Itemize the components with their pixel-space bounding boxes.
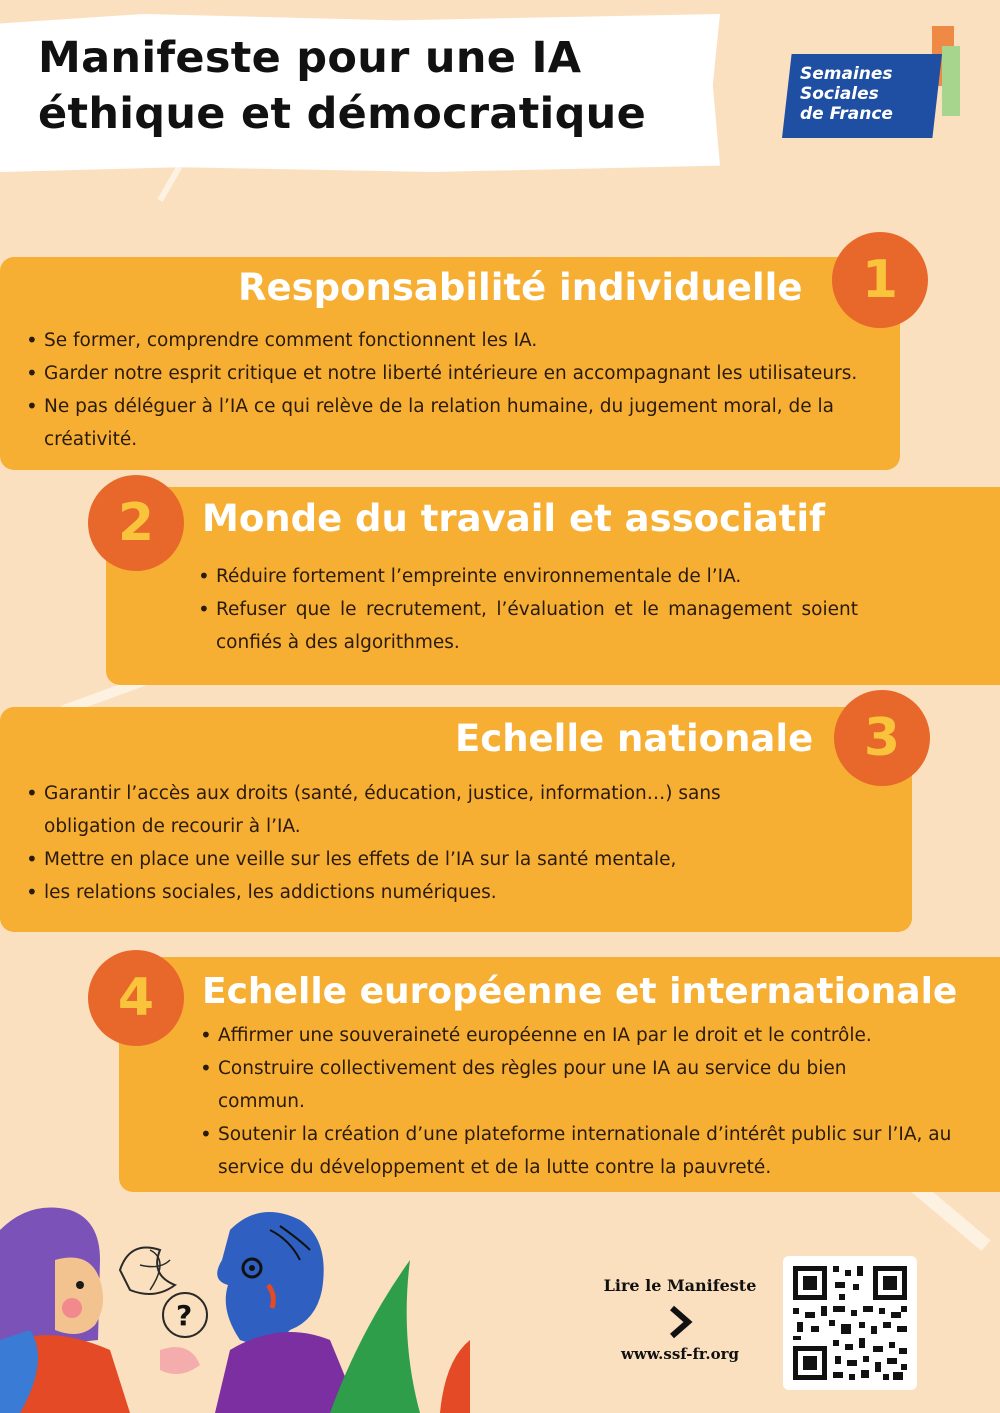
section-1-title: Responsabilité individuelle <box>238 266 803 309</box>
section-1-number-badge: 1 <box>832 232 928 328</box>
section-2-number-badge: 2 <box>88 475 184 571</box>
section-3-list <box>24 777 804 909</box>
list-item: • Construire collectivement des règles pour une IA au service du bien commun. <box>198 1052 918 1118</box>
section-4-number-badge: 4 <box>88 950 184 1046</box>
section-3-number-badge: 3 <box>834 690 930 786</box>
section-2-list <box>196 560 858 659</box>
title-line-1: Manifeste pour une IA <box>38 33 582 83</box>
logo-green-bar <box>942 46 960 116</box>
background-brush-streak <box>157 164 182 202</box>
read-manifesto-label[interactable]: Lire le Manifeste <box>603 1276 757 1295</box>
section-4-list <box>198 1019 993 1184</box>
list-item: • Réduire fortement l’empreinte environnementale de l’IA. <box>196 560 858 593</box>
list-item: • Ne pas déléguer à l’IA ce qui relève de la relation humaine, du jugement moral, de la créativité. <box>24 390 884 456</box>
list-item: • Garantir l’accès aux droits (santé, éducation, justice, information…) sans obligation de recourir à l’IA. <box>24 777 804 843</box>
website-link[interactable]: www.ssf-fr.org <box>620 1345 740 1363</box>
page-title <box>38 30 718 142</box>
chevron-right-icon[interactable] <box>666 1304 694 1340</box>
list-item: • Garder notre esprit critique et notre liberté intérieure en accompagnant les utilisateurs. <box>24 357 894 390</box>
section-3-title: Echelle nationale <box>455 717 814 760</box>
logo-text: Semaines Sociales de France <box>800 64 893 124</box>
list-item: • Se former, comprendre comment fonctionnent les IA. <box>24 324 894 357</box>
qr-code-graphic <box>783 1256 917 1390</box>
people-illustration <box>0 1190 470 1413</box>
section-1-list <box>24 324 894 456</box>
qr-code[interactable] <box>783 1256 917 1390</box>
list-item: • Mettre en place une veille sur les effets de l’IA sur la santé mentale, <box>24 843 804 876</box>
list-item: • les relations sociales, les addictions numériques. <box>24 876 804 909</box>
list-item: • Refuser que le recrutement, l’évaluation et le management soient confiés à des algorithmes. <box>196 593 858 659</box>
section-4-title: Echelle européenne et internationale <box>202 971 958 1012</box>
section-2-title: Monde du travail et associatif <box>202 497 826 540</box>
list-item: • Soutenir la création d’une plateforme internationale d’intérêt public sur l’IA, au service du développement et de la lutte contre la pauvreté. <box>198 1118 993 1184</box>
title-line-2: éthique et démocratique <box>38 89 647 139</box>
ssf-logo <box>782 26 972 142</box>
list-item: • Affirmer une souveraineté européenne en IA par le droit et le contrôle. <box>198 1019 993 1052</box>
svg-text:?: ? <box>176 1299 193 1332</box>
